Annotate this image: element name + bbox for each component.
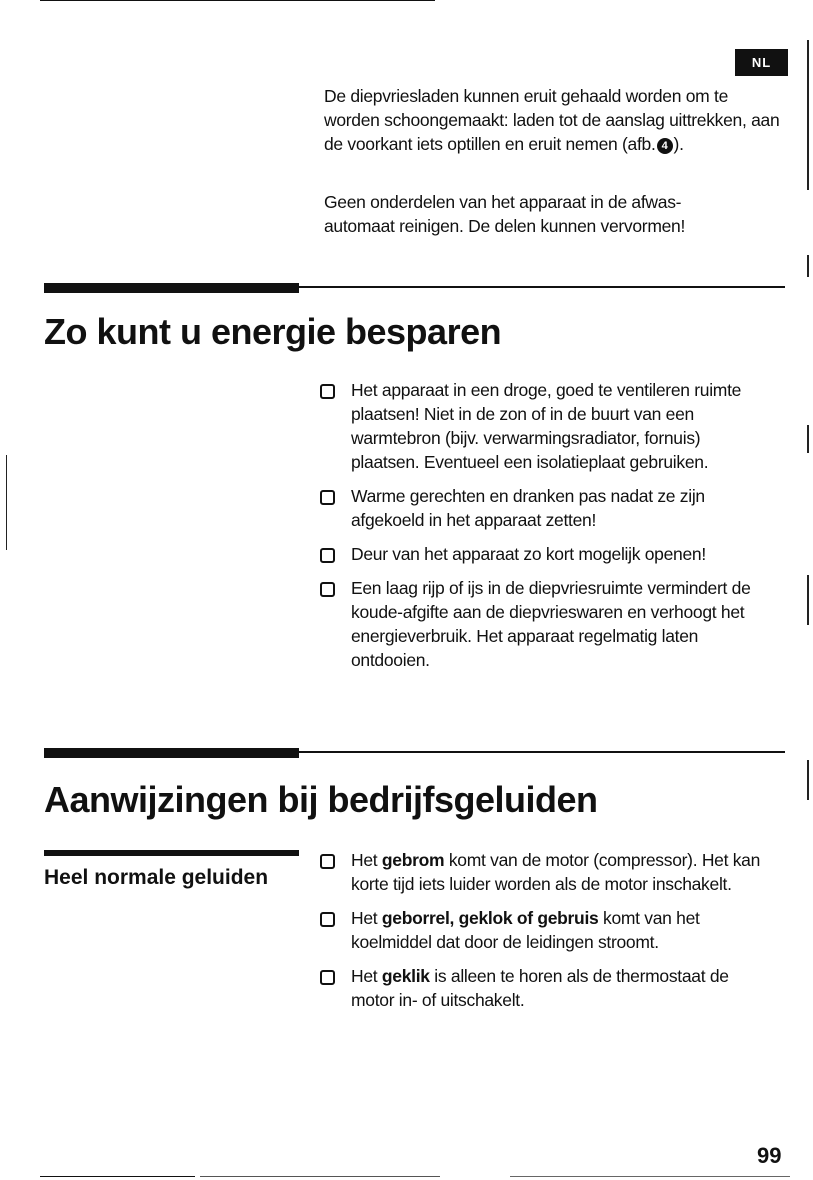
checkbox-bullet-icon (320, 548, 335, 563)
right-margin-mark (807, 575, 809, 625)
list-item (320, 576, 765, 672)
bold-term: gebrom (381, 850, 445, 870)
text-segment: Het (351, 908, 382, 928)
section-title-noises: Aanwijzingen bij bedrijfsgeluiden (44, 779, 598, 820)
list-item (320, 378, 765, 474)
section-title-energy: Zo kunt u energie besparen (44, 311, 502, 352)
section-rule-thin (299, 286, 785, 288)
section-rule-thick (44, 748, 299, 758)
checkbox-bullet-icon (320, 490, 335, 505)
checkbox-bullet-icon (320, 582, 335, 597)
subsection-rule (44, 850, 299, 856)
section-rule-thick (44, 283, 299, 293)
intro-paragraph-dishwasher-warning: Geen onderdelen van het apparaat in de afwas-automaat reinigen. De delen kunnen vervormen! (324, 192, 686, 236)
intro-paragraph-removal (324, 84, 784, 156)
text-segment: Het (351, 966, 382, 986)
noise-list (320, 848, 765, 1012)
footer-rule (40, 1176, 195, 1177)
intro-text-start: De diepvriesladen kunnen eruit gehaald worden om te worden schoongemaakt: laden tot de aanslag uittrekken, aan de voorkant iets optillen en eruit nemen (afb. (324, 86, 780, 154)
list-item-text (351, 848, 765, 896)
right-margin-mark (807, 425, 809, 453)
right-margin-mark (807, 760, 809, 800)
footer-rule (510, 1176, 790, 1177)
text-segment: Het (351, 850, 382, 870)
bold-term: geborrel, geklok of gebruis (381, 908, 599, 928)
intro-text-end: ). (673, 134, 684, 154)
list-item (320, 542, 765, 566)
list-item (320, 484, 765, 532)
section-rule-thin (299, 751, 785, 753)
checkbox-bullet-icon (320, 970, 335, 985)
left-margin-mark (6, 455, 7, 550)
figure-reference-badge: 4 (657, 138, 673, 154)
footer-rule (200, 1176, 440, 1177)
list-item-text (351, 964, 765, 1012)
list-item-text: Deur van het apparaat zo kort mogelijk openen! (351, 544, 706, 564)
list-item (320, 906, 765, 954)
bold-term: geklik (381, 966, 430, 986)
text-segment: komt van de motor (compressor). Het kan korte tijd iets luider worden als de motor inschakelt. (351, 850, 761, 894)
list-item-text (351, 906, 765, 954)
language-badge: NL (735, 49, 788, 76)
list-item-text: Het apparaat in een droge, goed te ventileren ruimte plaatsen! Niet in de zon of in de buurt van een warmtebron (bijv. verwarmingsradiator, fornuis) plaatsen. Eventueel een isolatieplaat gebruiken. (351, 380, 742, 472)
checkbox-bullet-icon (320, 384, 335, 399)
list-item-text: Een laag rijp of ijs in de diepvriesruimte vermindert de koude-afgifte aan de diepvrieswaren en verhoogt het energieverbruik. Het apparaat regelmatig laten ontdooien. (351, 578, 751, 670)
text-segment: komt van het koelmiddel dat door de leidingen stroomt. (351, 908, 700, 952)
subsection-title-normal-noises: Heel normale geluiden (44, 866, 269, 889)
right-margin-mark (807, 40, 809, 190)
page-number: 99 (757, 1143, 782, 1168)
list-item (320, 848, 765, 896)
top-edge-rule (40, 0, 435, 1)
checkbox-bullet-icon (320, 912, 335, 927)
list-item (320, 964, 765, 1012)
right-margin-mark (807, 255, 809, 277)
energy-tips-list (320, 378, 765, 672)
text-segment: is alleen te horen als de thermostaat de motor in- of uitschakelt. (351, 966, 729, 1010)
list-item-text: Warme gerechten en dranken pas nadat ze zijn afgekoeld in het apparaat zetten! (351, 486, 705, 530)
checkbox-bullet-icon (320, 854, 335, 869)
